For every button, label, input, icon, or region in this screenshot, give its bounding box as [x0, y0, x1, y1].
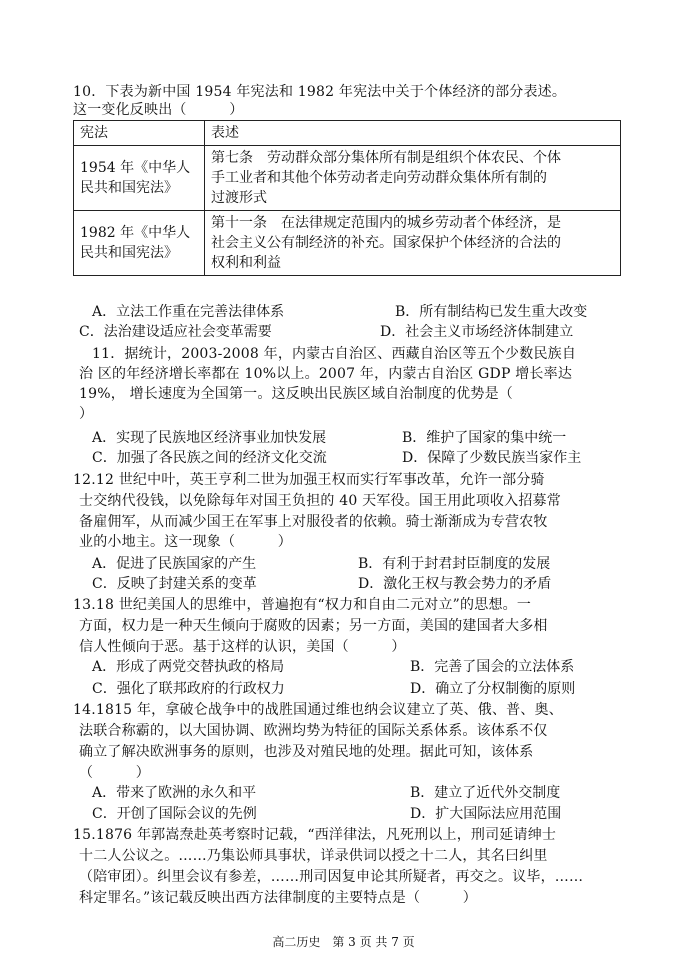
table-header-row	[74, 121, 621, 146]
table-cell-constitution-1982	[74, 211, 205, 276]
q13-option-a: A．形成了两党交替执政的格局	[92, 659, 285, 675]
cell-line: 权利和利益	[211, 255, 281, 271]
q11-option-a: A．实现了民族地区经济事业加快发展	[92, 430, 327, 446]
table-cell-constitution-1954	[74, 146, 205, 211]
q12-option-c: C．反映了封建关系的变革	[92, 576, 257, 592]
cell-line: 民共和国宪法》	[80, 180, 178, 196]
q14-stem-line-1: 14.1815 年，拿破仑战争中的战胜国通过维也纳会议建立了英、俄、普、奥、	[73, 702, 563, 718]
q13-stem-line-3: 信人性倾向于恶。基于这样的认识，美国（ ）	[79, 639, 406, 655]
q12-option-a: A．促进了民族国家的产生	[92, 556, 257, 572]
table-cell-statement-1954	[205, 146, 621, 211]
q14-stem-line-3: 确立了解决欧洲事务的原则，也涉及对殖民地的处理。据此可知，该体系	[79, 744, 534, 760]
cell-line: 第七条 劳动群众部分集体所有制是组织个体农民、个体	[211, 150, 561, 166]
q13-stem-line-2: 方面，权力是一种天生倾向于腐败的因素；另一方面，美国的建国者大多相	[79, 618, 548, 634]
page-footer: 高二历史 第 3 页 共 7 页	[272, 935, 415, 949]
q10-option-b: B．所有制结构已发生重大改变	[395, 304, 588, 320]
table-header-statement: 表述	[205, 121, 621, 146]
cell-line: 民共和国宪法》	[80, 245, 178, 261]
q10-stem-line-1: 10．下表为新中国 1954 年宪法和 1982 年宪法中关于个体经济的部分表述。	[73, 84, 567, 100]
cell-line: 第十一条 在法律规定范围内的城乡劳动者个体经济，是	[211, 215, 561, 231]
q15-stem-line-1: 15.1876 年郭嵩焘赴英考察时记载，“西洋律法，凡死刑以上，刑司延请绅士	[73, 827, 557, 843]
q13-option-c: C．强化了联邦政府的行政权力	[92, 681, 285, 697]
q11-stem-line-1: 11．据统计，2003-2008 年，内蒙古自治区、西藏自治区等五个少数民族自	[92, 346, 577, 362]
q12-stem-line-4: 业的小地主。这一现象（ ）	[79, 534, 292, 550]
q14-option-b: B．建立了近代外交制度	[410, 785, 561, 801]
q12-stem-line-3: 备雇佣军，从而减少国王在军事上对服役者的依赖。骑士渐渐成为专营农牧	[79, 514, 548, 530]
q13-stem-line-1: 13.18 世纪美国人的思维中，普遍抱有“权力和自由二元对立”的思想。一	[73, 597, 532, 613]
q13-option-d: D．确立了分权制衡的原则	[410, 681, 576, 697]
q14-stem-line-2: 法联合称霸的，以大国协调、欧洲均势为特征的国际关系体系。该体系不仅	[79, 723, 548, 739]
q14-option-c: C．开创了国际会议的先例	[92, 806, 257, 822]
cell-line: 1982 年《中华人	[80, 225, 191, 241]
q14-option-d: D．扩大国际法应用范围	[410, 806, 562, 822]
table-row	[74, 146, 621, 211]
q12-stem-line-2: 士交纳代役钱，以免除每年对国王负担的 40 天军役。国王用此项收入招募常	[79, 493, 561, 509]
cell-line: 社会主义公有制经济的补充。国家保护个体经济的合法的	[211, 235, 561, 251]
cell-line: 手工业者和其他个体劳动者走向劳动群众集体所有制的	[211, 170, 547, 186]
table-row	[74, 211, 621, 276]
q12-option-d: D．激化王权与教会势力的矛盾	[358, 576, 552, 592]
table-cell-statement-1982	[205, 211, 621, 276]
q11-stem-line-3: 19%， 增长速度为全国第一。这反映出民族区域自治制度的优势是（	[79, 386, 513, 402]
q11-stem-line-2: 治 区的年经济增长率都在 10%以上。2007 年，内蒙古自治区 GDP 增长率达	[79, 366, 573, 382]
q11-stem-line-4: ）	[79, 406, 94, 422]
q15-stem-line-3: （陪审团）。纠里会议有参差，……刑司因复申论其所疑者，再交之。议毕，……	[79, 869, 584, 885]
q15-stem-line-4: 科定罪名。”该记载反映出西方法律制度的主要特点是（ ）	[79, 890, 477, 906]
q11-option-d: D．保障了少数民族当家作主	[402, 450, 582, 466]
q14-stem-line-4: （ ）	[79, 765, 150, 781]
q14-option-a: A．带来了欧洲的永久和平	[92, 785, 257, 801]
q13-option-b: B．完善了国会的立法体系	[410, 659, 575, 675]
table-header-constitution: 宪法	[74, 121, 205, 146]
constitution-table	[73, 120, 621, 276]
q10-stem-line-2: 这一变化反映出（ ）	[73, 102, 244, 118]
q11-option-c: C．加强了各民族之间的经济文化交流	[92, 450, 327, 466]
cell-line: 1954 年《中华人	[80, 160, 191, 176]
cell-line: 过渡形式	[211, 190, 267, 206]
q12-stem-line-1: 12.12 世纪中叶，英王亨利二世为加强王权而实行军事改革，允许一部分骑	[73, 472, 545, 488]
q15-stem-line-2: 十二人公议之。……乃集讼师具事状，详录供词以授之十二人，其名曰纠里	[79, 848, 548, 864]
q11-option-b: B．维护了国家的集中统一	[402, 430, 567, 446]
q10-option-d: D．社会主义市场经济体制建立	[380, 324, 574, 340]
q12-option-b: B．有利于封君封臣制度的发展	[358, 556, 551, 572]
q10-option-c: C．法治建设适应社会变革需要	[79, 324, 272, 340]
q10-option-a: A．立法工作重在完善法律体系	[92, 304, 285, 320]
